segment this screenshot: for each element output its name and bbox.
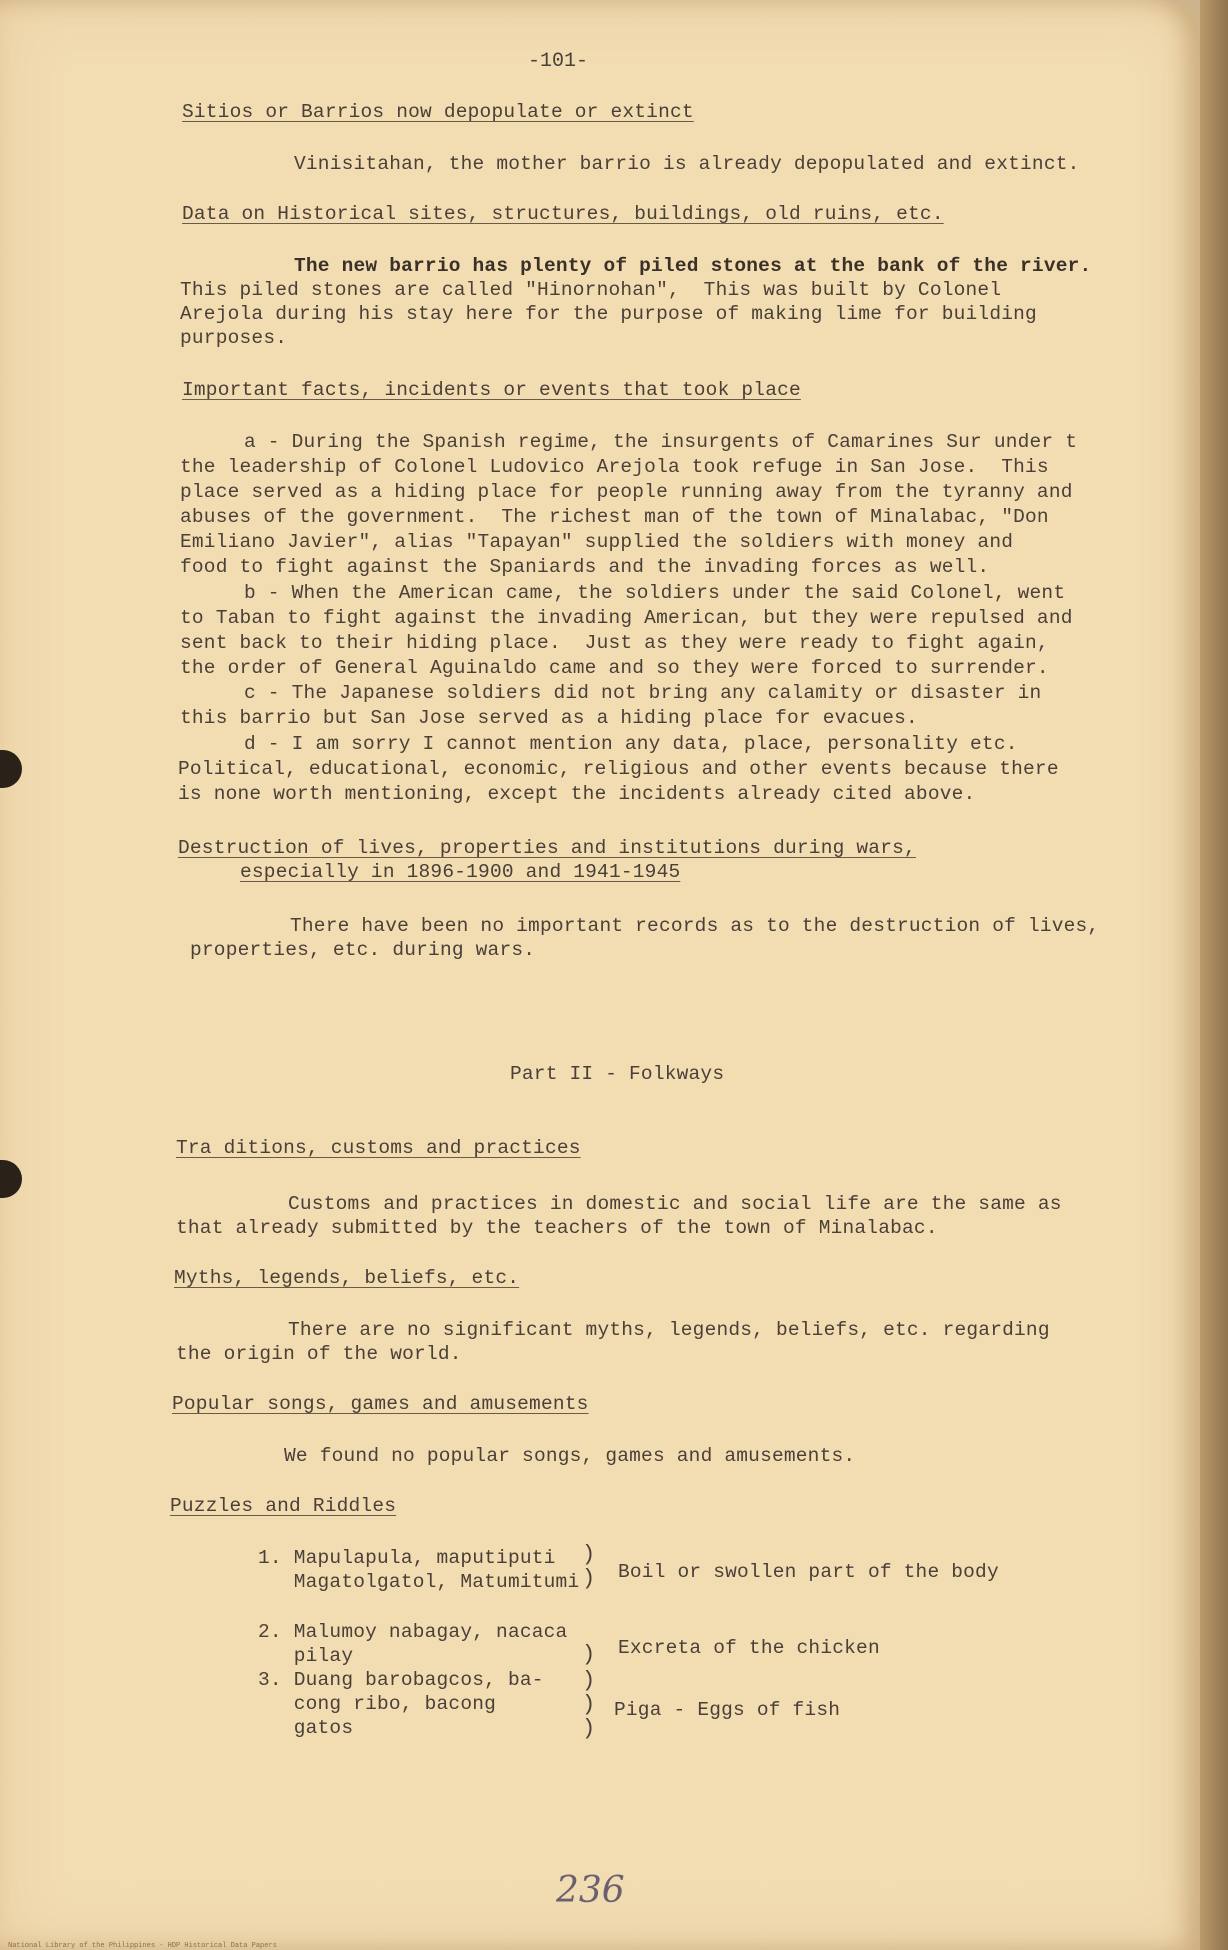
traditions-line: that already submitted by the teachers of the town of Minalabac. <box>176 1217 938 1239</box>
traditions-line: Customs and practices in domestic and social life are the same as <box>288 1193 1062 1215</box>
riddle-line: gatos <box>258 1717 354 1739</box>
heading-historical: Data on Historical sites, structures, buildings, old ruins, etc. <box>182 203 944 225</box>
songs-line: We found no popular songs, games and amusements. <box>284 1445 856 1467</box>
facts-line: Political, educational, economic, religious and other events because there <box>178 758 1059 780</box>
riddle-line: pilay <box>258 1645 354 1667</box>
facts-line: this barrio but San Jose served as a hiding place for evacues. <box>180 707 918 729</box>
riddle-line: Magatolgatol, Matumitumi <box>258 1571 580 1593</box>
myths-line: There are no significant myths, legends, beliefs, etc. regarding <box>288 1319 1050 1341</box>
myths-line: the origin of the world. <box>176 1343 462 1365</box>
footer-watermark: National Library of the Philippines - HDP Historical Data Papers <box>8 1942 277 1950</box>
part-title: Part II - Folkways <box>510 1063 725 1085</box>
historical-line: purposes. <box>180 327 288 349</box>
facts-line: the order of General Aguinaldo came and so they were forced to surrender. <box>180 657 1049 679</box>
heading-myths: Myths, legends, beliefs, etc. <box>174 1267 520 1289</box>
facts-line: abuses of the government. The richest man of the town of Minalabac, "Don <box>180 506 1049 528</box>
brace-mark: ) <box>582 1642 596 1667</box>
facts-line: to Taban to fight against the invading American, but they were repulsed and <box>180 607 1073 629</box>
page-edge <box>1200 0 1228 1950</box>
facts-line: food to fight against the Spaniards and the invading forces as well. <box>180 556 990 578</box>
brace-mark: ) <box>582 1566 596 1591</box>
facts-line: sent back to their hiding place. Just as they were ready to fight again, <box>180 632 1049 654</box>
facts-line: Emiliano Javier", alias "Tapayan" supplied the soldiers with money and <box>180 531 1014 553</box>
destruction-line: properties, etc. during wars. <box>190 939 536 961</box>
heading-riddles: Puzzles and Riddles <box>170 1495 397 1517</box>
riddle-line: 1. Mapulapula, maputiputi <box>258 1547 556 1569</box>
handwritten-page-number: 236 <box>556 1870 625 1911</box>
heading-songs: Popular songs, games and amusements <box>172 1393 589 1415</box>
riddle-line: cong ribo, bacong <box>258 1693 497 1715</box>
historical-line: The new barrio has plenty of piled stones at the bank of the river. <box>294 255 1092 277</box>
destruction-line: There have been no important records as to the destruction of lives, <box>290 915 1100 937</box>
heading-destruction: Destruction of lives, properties and institutions during wars, <box>178 837 916 859</box>
riddle-answer: Excreta of the chicken <box>618 1637 880 1659</box>
riddle-line: 2. Malumoy nabagay, nacaca <box>258 1621 568 1643</box>
brace-mark: ) <box>582 1668 596 1693</box>
facts-line: b - When the American came, the soldiers under the said Colonel, went <box>244 582 1066 604</box>
heading-destruction-2: especially in 1896-1900 and 1941-1945 <box>240 861 681 883</box>
sitios-line: Vinisitahan, the mother barrio is already depopulated and extinct. <box>294 153 1080 175</box>
heading-traditions: Tra ditions, customs and practices <box>176 1137 581 1159</box>
facts-line: c - The Japanese soldiers did not bring any calamity or disaster in <box>244 682 1042 704</box>
historical-line: This piled stones are called "Hinornohan", This was built by Colonel <box>180 279 1002 301</box>
brace-mark: ) <box>582 1692 596 1717</box>
heading-sitios: Sitios or Barrios now depopulate or extinct <box>182 101 694 123</box>
facts-line: is none worth mentioning, except the incidents already cited above. <box>178 783 976 805</box>
brace-mark: ) <box>582 1716 596 1741</box>
facts-line: d - I am sorry I cannot mention any data, place, personality etc. <box>244 733 1018 755</box>
facts-line: the leadership of Colonel Ludovico Arejola took refuge in San Jose. This <box>180 456 1049 478</box>
historical-line: Arejola during his stay here for the purpose of making lime for building <box>180 303 1037 325</box>
page-number: -101- <box>528 50 589 73</box>
riddle-answer: Boil or swollen part of the body <box>618 1561 999 1583</box>
riddle-line: 3. Duang barobagcos, ba- <box>258 1669 544 1691</box>
brace-mark: ) <box>582 1542 596 1567</box>
facts-line: place served as a hiding place for people running away from the tyranny and <box>180 481 1073 503</box>
facts-line: a - During the Spanish regime, the insurgents of Camarines Sur under t <box>244 431 1078 453</box>
heading-facts: Important facts, incidents or events that took place <box>182 379 801 401</box>
riddle-answer: Piga - Eggs of fish <box>614 1699 841 1721</box>
